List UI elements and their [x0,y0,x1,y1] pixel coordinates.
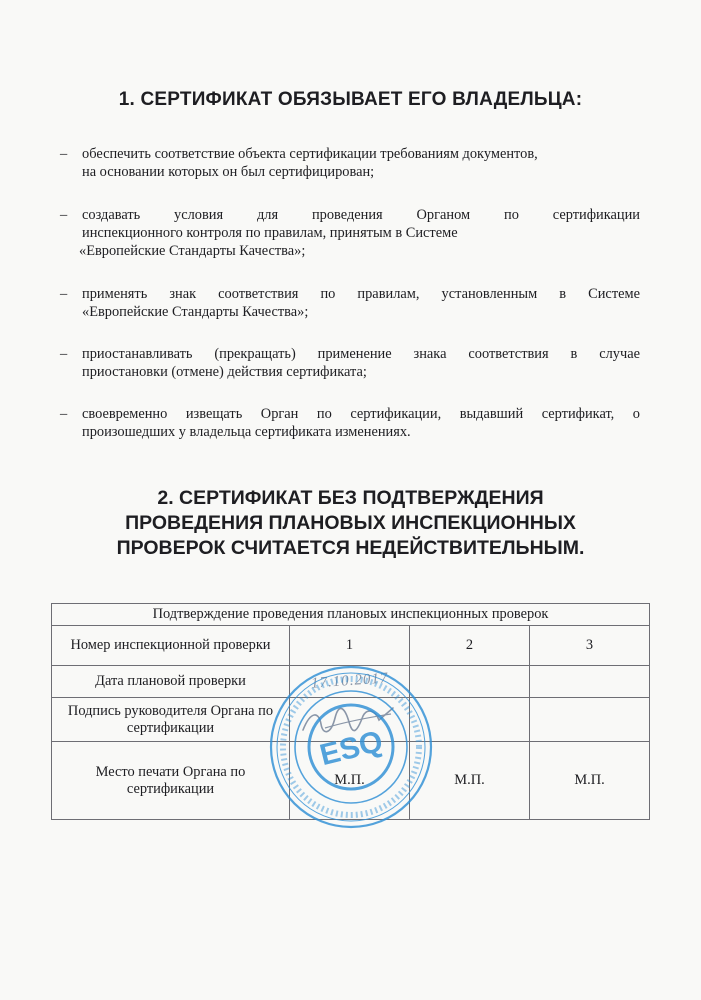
list-dash: – [60,146,68,162]
obligation-line: произошедших у владельца сертификата изменениях. [82,424,411,440]
handwritten-date: 17.10.2017 [310,670,389,692]
table-row [52,742,650,820]
row-label: Номер инспекционной проверки [52,626,290,666]
obligation-item [60,345,640,381]
obligation-line: создавать условия для проведения Органом по сертификации [82,207,640,223]
section-2-title [0,486,701,561]
obligation-line: на основании которых он был сертифицирован; [82,164,375,180]
obligation-line: приостанавливать (прекращать) применение знака соответствия в случае [82,346,640,362]
section-2-title-line: ПРОВЕРОК СЧИТАЕТСЯ НЕДЕЙСТВИТЕЛЬНЫМ. [116,537,585,559]
table-caption-row [52,604,650,626]
table-cell [410,698,530,742]
list-dash: – [60,406,68,422]
table-cell: М.П. [410,742,530,820]
list-dash: – [60,346,68,362]
obligation-line: «Европейские Стандарты Качества»; [79,243,306,259]
table-cell: 3 [530,626,650,666]
obligation-item [60,206,640,260]
signature-cell [290,698,410,742]
row-label: Место печати Органа по сертификации [52,742,290,820]
table-cell: М.П. [290,742,410,820]
table-row [52,666,650,698]
table-cell: 2 [410,626,530,666]
obligation-line: инспекционного контроля по правилам, принятым в Системе [82,225,458,241]
table-row [52,626,650,666]
table-cell: 1 [290,626,410,666]
section-2-title-line: ПРОВЕДЕНИЯ ПЛАНОВЫХ ИНСПЕКЦИОННЫХ [125,512,576,534]
obligation-item [60,285,640,321]
table-caption: Подтверждение проведения плановых инспекционных проверок [52,604,650,626]
signature-mark [295,700,405,740]
obligation-line: приостановки (отмене) действия сертификата; [82,364,367,380]
row-label: Дата плановой проверки [52,666,290,698]
stamp-logo: ESQ [316,724,387,773]
table-row [52,698,650,742]
obligation-line: обеспечить соответствие объекта сертификации требованиям документов, [82,146,538,162]
table-cell [530,698,650,742]
row-label: Подпись руководителя Органа по сертификации [52,698,290,742]
obligation-line: своевременно извещать Орган по сертификации, выдавший сертификат, о [82,406,640,422]
obligation-item [60,405,640,441]
obligation-item [60,145,640,181]
section-1-title: 1. СЕРТИФИКАТ ОБЯЗЫВАЕТ ЕГО ВЛАДЕЛЬЦА: [118,89,583,110]
table-cell: М.П. [530,742,650,820]
table-cell [530,666,650,698]
obligation-line: «Европейские Стандарты Качества»; [82,304,309,320]
table-cell [410,666,530,698]
inspection-table [51,603,650,820]
list-dash: – [60,207,68,223]
list-dash: – [60,286,68,302]
obligation-line: применять знак соответствия по правилам, установленным в Системе [82,286,640,302]
section-2-title-line: 2. СЕРТИФИКАТ БЕЗ ПОДТВЕРЖДЕНИЯ [157,487,544,509]
date-cell [290,666,410,698]
